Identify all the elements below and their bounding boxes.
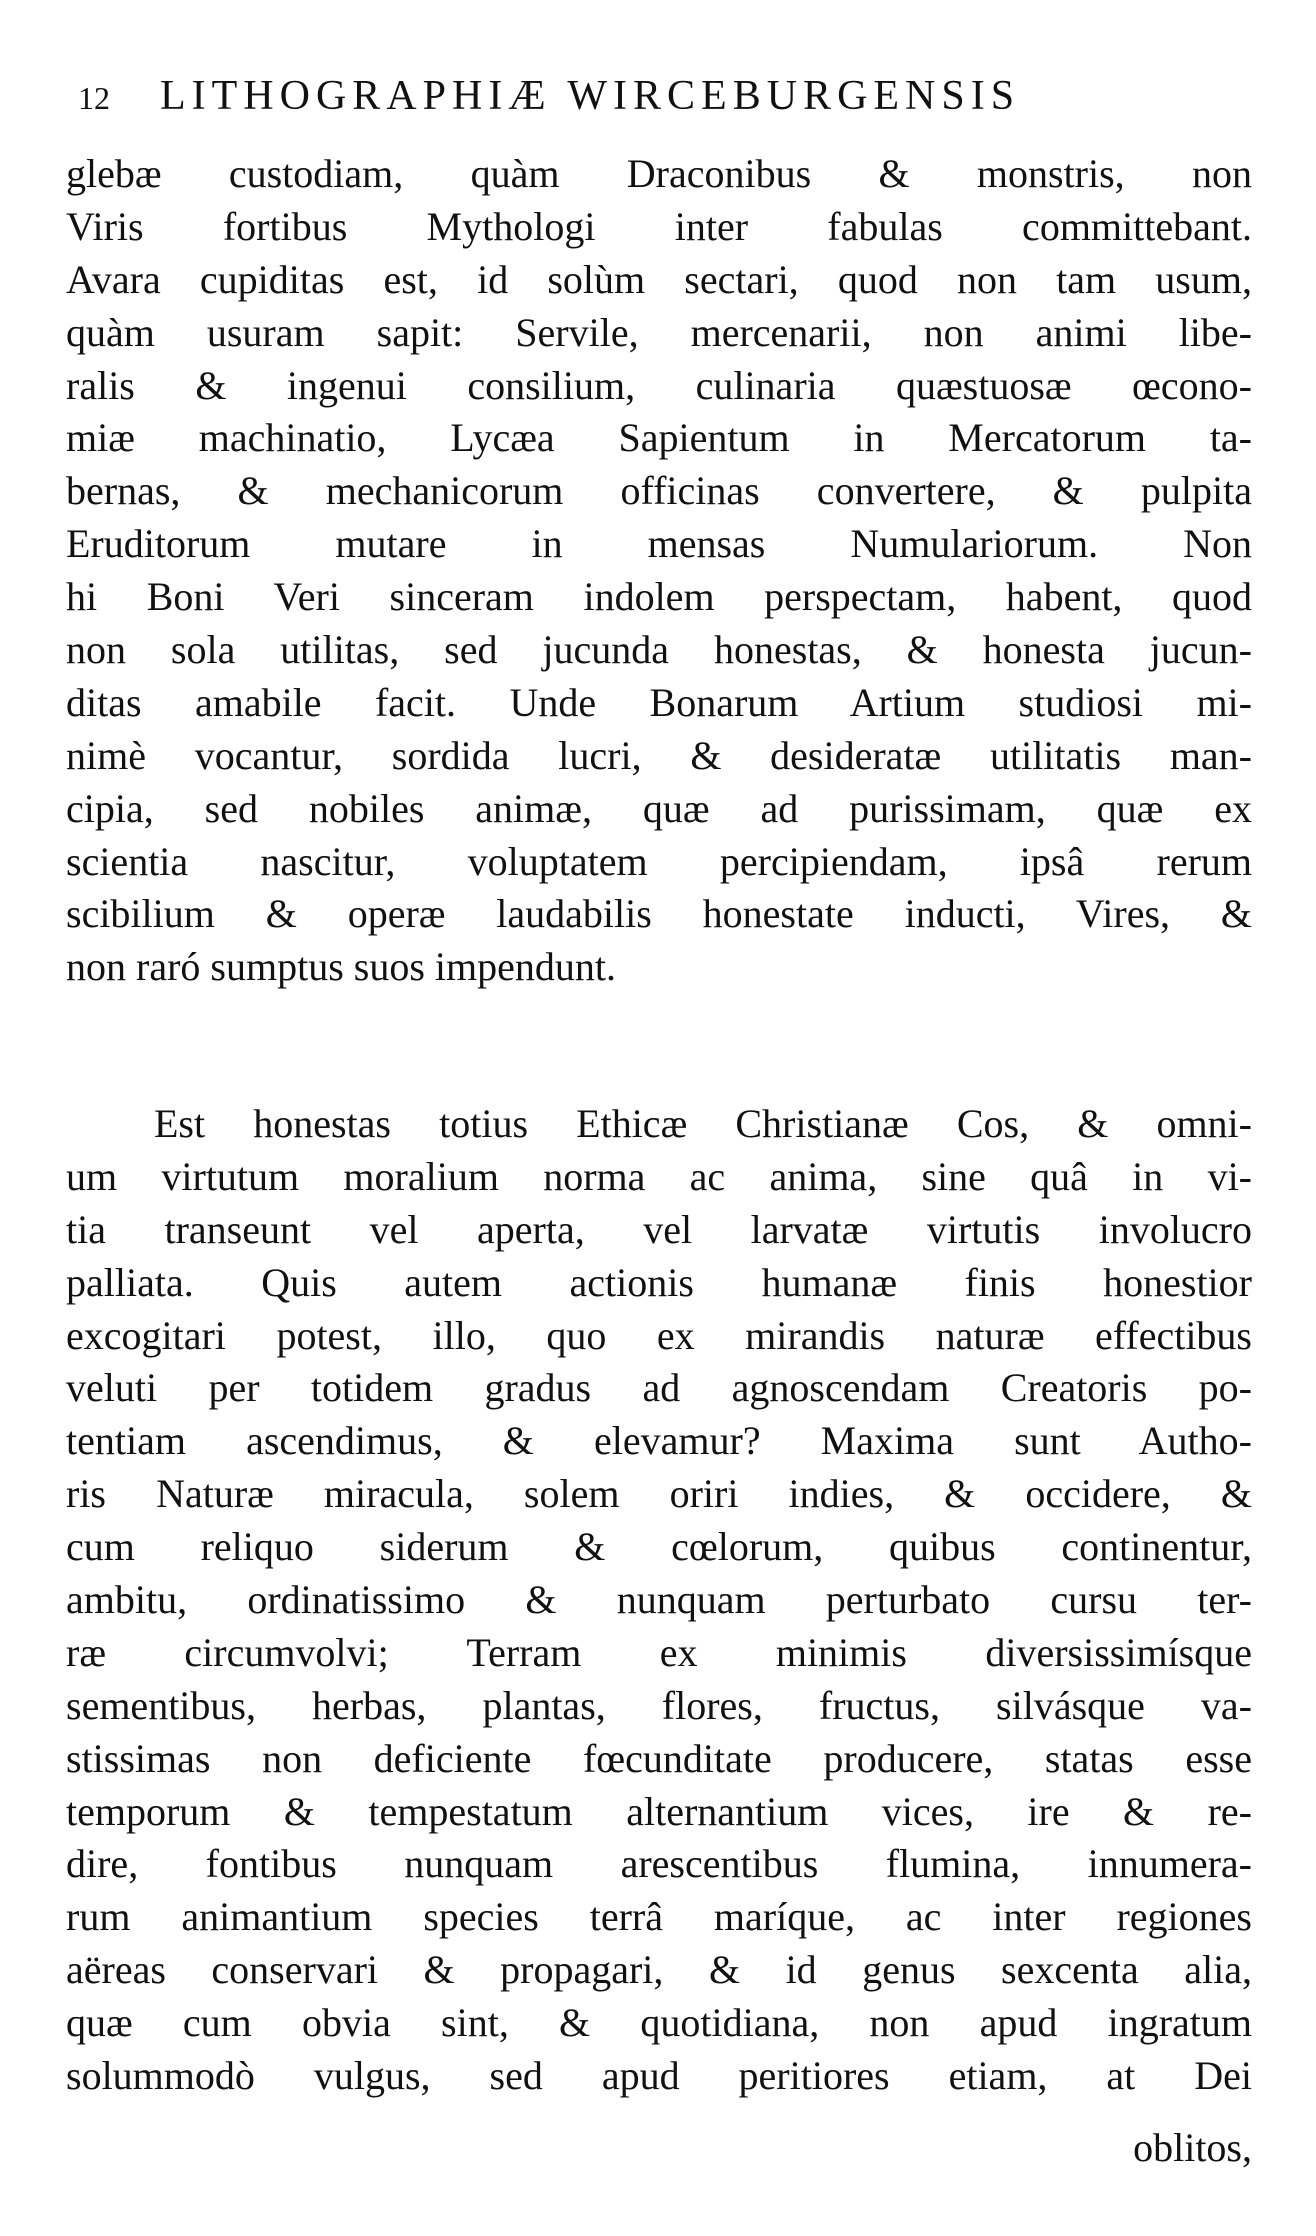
- text-line: glebæ custodiam, quàm Draconibus & monstris, non: [66, 151, 1252, 196]
- text-line: solummodò vulgus, sed apud peritiores etiam, at Dei: [66, 2053, 1252, 2099]
- text-line: excogitari potest, illo, quo ex mirandis naturæ effectibus: [66, 1312, 1252, 1358]
- text-line: dire, fontibus nunquam arescentibus flumina, innumera-: [66, 1841, 1252, 1887]
- text-line: miæ machinatio, Lycæa Sapientum in Mercatorum ta-: [66, 415, 1252, 461]
- text-line: ditas amabile facit. Unde Bonarum Artium studiosi mi-: [66, 679, 1252, 725]
- text-line: scibilium & operæ laudabilis honestate inducti, Vires, &: [66, 891, 1252, 937]
- running-title: LITHOGRAPHIÆ WIRCEBURGENSIS: [160, 73, 1021, 119]
- catchword: oblitos,: [1133, 2125, 1252, 2170]
- text-line: nimè vocantur, sordida lucri, & desideratæ utilitatis man-: [66, 732, 1252, 778]
- page-number: 12: [78, 80, 110, 116]
- text-line: Avara cupiditas est, id solùm sectari, quod non tam usum,: [66, 256, 1252, 302]
- text-line: Viris fortibus Mythologi inter fabulas committebant.: [66, 203, 1252, 249]
- text-line: veluti per totidem gradus ad agnoscendam Creatoris po-: [66, 1365, 1252, 1411]
- text-line: ræ circumvolvi; Terram ex minimis diversissimísque: [66, 1629, 1252, 1675]
- text-line: ambitu, ordinatissimo & nunquam perturbato cursu ter-: [66, 1577, 1252, 1623]
- text-line: stissimas non deficiente fœcunditate producere, statas esse: [66, 1735, 1252, 1781]
- text-line: cum reliquo siderum & cœlorum, quibus continentur,: [66, 1524, 1252, 1570]
- text-line: quàm usuram sapit: Servile, mercenarii, non animi libe-: [66, 309, 1252, 355]
- paragraph-2: [66, 1098, 1252, 2103]
- text-line: um virtutum moralium norma ac anima, sine quâ in vi-: [66, 1153, 1252, 1199]
- text-line: non raró sumptus suos impendunt.: [66, 944, 616, 990]
- text-line: rum animantium species terrâ maríque, ac inter regiones: [66, 1894, 1252, 1940]
- text-line: temporum & tempestatum alternantium vices, ire & re-: [66, 1788, 1252, 1834]
- text-line: tentiam ascendimus, & elevamur? Maxima sunt Autho-: [66, 1418, 1252, 1464]
- text-line: ralis & ingenui consilium, culinaria quæstuosæ œcono-: [66, 362, 1252, 408]
- text-line: cipia, sed nobiles animæ, quæ ad purissimam, quæ ex: [66, 785, 1252, 831]
- paragraph-1: [66, 148, 1252, 994]
- text-line: palliata. Quis autem actionis humanæ finis honestior: [66, 1259, 1252, 1305]
- text-line: quæ cum obvia sint, & quotidiana, non apud ingratum: [66, 2000, 1252, 2046]
- running-head: [78, 66, 1258, 126]
- text-line: scientia nascitur, voluptatem percipiendam, ipsâ rerum: [66, 838, 1252, 884]
- text-line: sementibus, herbas, plantas, flores, fructus, silvásque va-: [66, 1682, 1252, 1728]
- text-line: aëreas conservari & propagari, & id genus sexcenta alia,: [66, 1947, 1252, 1993]
- text-line: non sola utilitas, sed jucunda honestas, & honesta jucun-: [66, 627, 1252, 673]
- text-line: Est honestas totius Ethicæ Christianæ Cos, & omni-: [154, 1101, 1252, 1146]
- text-line: tia transeunt vel aperta, vel larvatæ virtutis involucro: [66, 1206, 1252, 1252]
- text-line: ris Naturæ miracula, solem oriri indies, & occidere, &: [66, 1471, 1252, 1517]
- text-line: hi Boni Veri sinceram indolem perspectam, habent, quod: [66, 574, 1252, 620]
- text-line: bernas, & mechanicorum officinas convertere, & pulpita: [66, 468, 1252, 514]
- text-line: Eruditorum mutare in mensas Numulariorum. Non: [66, 521, 1252, 567]
